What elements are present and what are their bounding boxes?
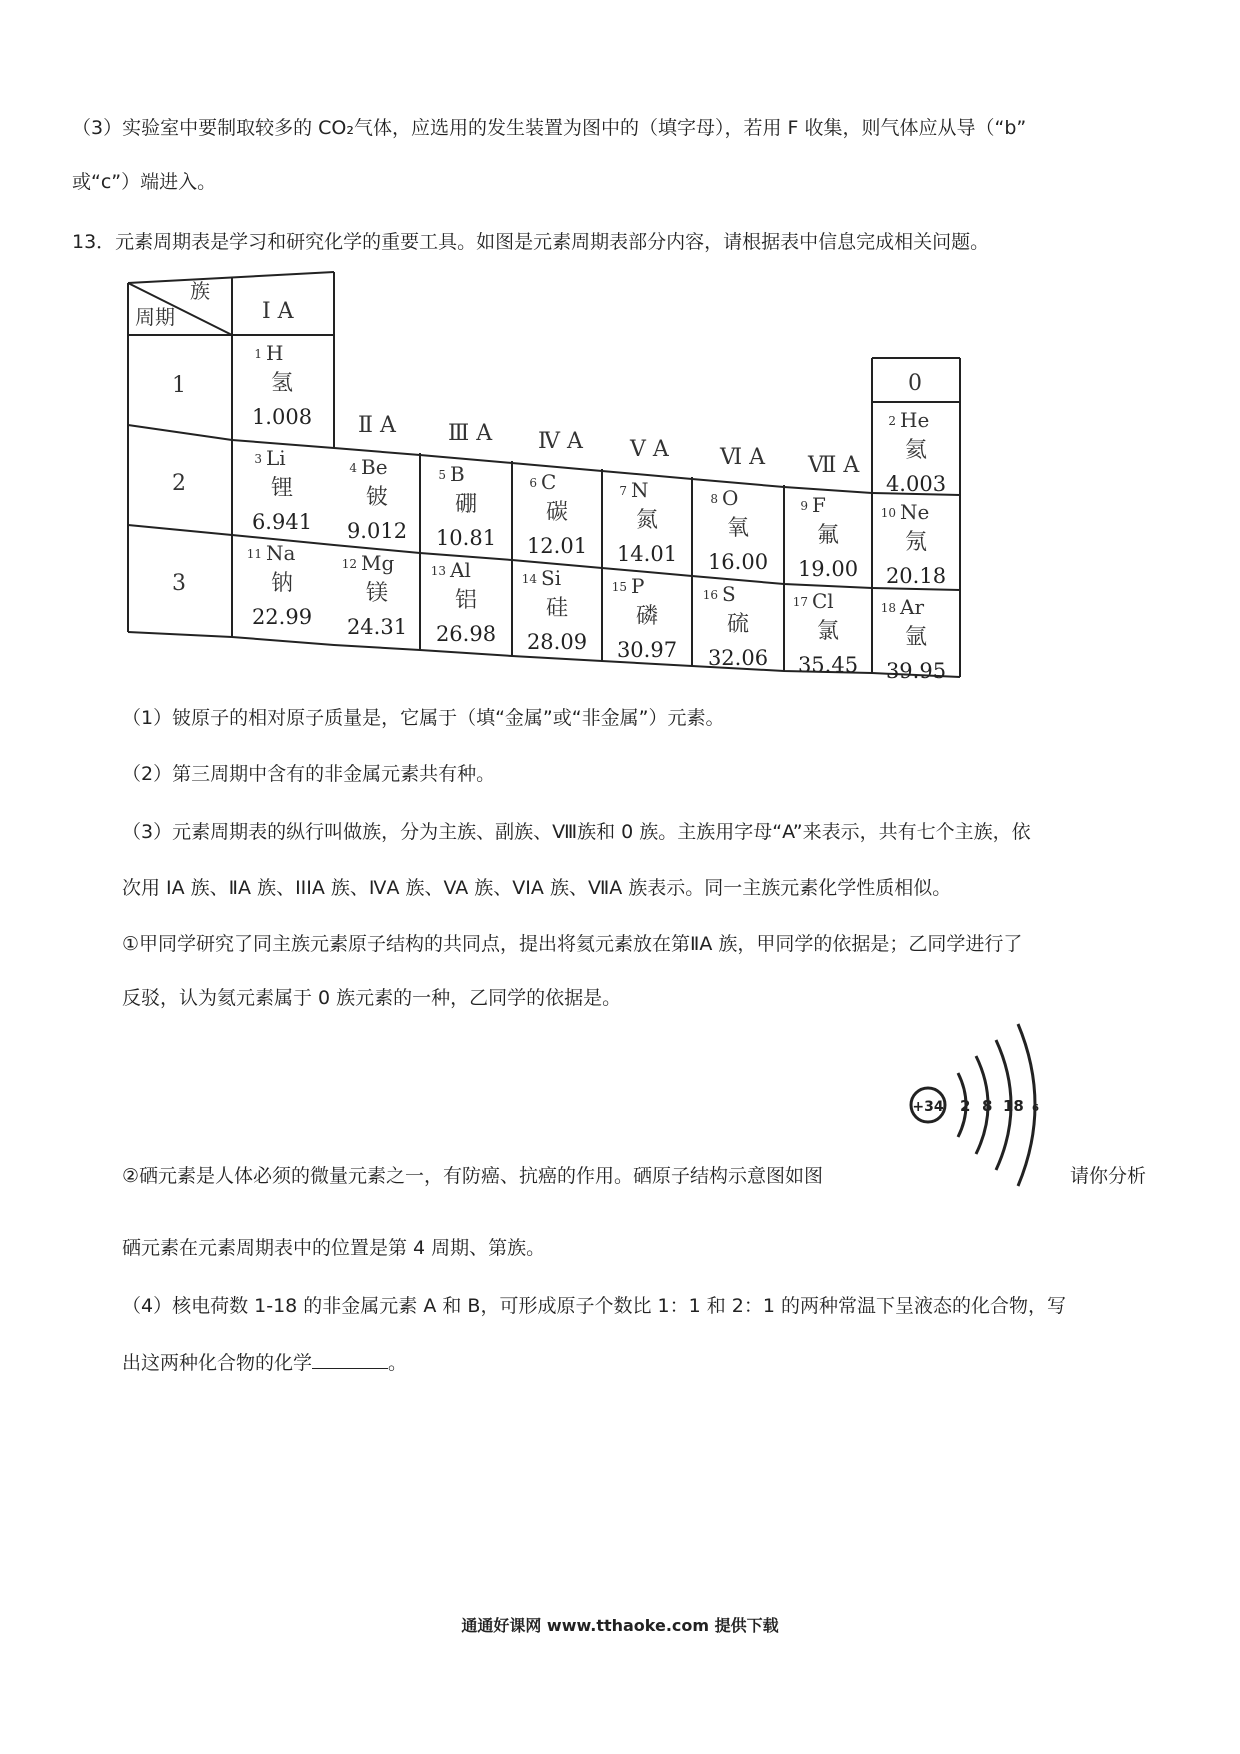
atomic-number: 2 bbox=[888, 414, 896, 428]
shell-2-electrons: 8 bbox=[982, 1097, 993, 1115]
question-13-part-3a-line2: 反驳，认为氦元素属于 0 族元素的一种，乙同学的依据是。 bbox=[122, 987, 622, 1009]
element-cell bbox=[703, 582, 768, 670]
atomic-number: 4 bbox=[349, 461, 357, 475]
element-chinese-name: 硫 bbox=[726, 612, 750, 637]
question-13-part-3b-tail: 请你分析 bbox=[1070, 1165, 1147, 1187]
question-13-part-3a-line1: ①甲同学研究了同主族元素原子结构的共同点，提出将氦元素放在第ⅡA 族，甲同学的依据是；乙同学进行了 bbox=[122, 933, 1023, 955]
part-4-line2-end: 。 bbox=[388, 1352, 408, 1374]
atomic-mass: 6.941 bbox=[251, 510, 313, 534]
element-chinese-name: 磷 bbox=[635, 604, 659, 629]
element-symbol: Si bbox=[541, 566, 562, 590]
element-symbol: S bbox=[722, 582, 736, 606]
element-symbol: Cl bbox=[812, 589, 834, 613]
group-4a-label: Ⅳ A bbox=[538, 429, 583, 454]
element-chinese-name: 氟 bbox=[816, 523, 840, 548]
atomic-mass: 39.95 bbox=[885, 659, 947, 683]
question-13-part-3b-line2: 硒元素在元素周期表中的位置是第 4 周期、第族。 bbox=[122, 1237, 546, 1259]
element-cell bbox=[798, 493, 858, 581]
element-cell bbox=[522, 566, 587, 654]
atomic-mass: 10.81 bbox=[435, 526, 497, 550]
atomic-mass: 1.008 bbox=[251, 405, 313, 429]
element-chinese-name: 氧 bbox=[726, 516, 750, 541]
period-2-label: 2 bbox=[172, 471, 186, 496]
element-cell bbox=[527, 470, 587, 558]
atomic-number: 7 bbox=[619, 484, 627, 498]
element-symbol: Ar bbox=[900, 595, 925, 619]
atomic-mass: 20.18 bbox=[885, 564, 947, 588]
atomic-mass: 26.98 bbox=[435, 622, 497, 646]
element-symbol: P bbox=[631, 574, 645, 598]
element-symbol: He bbox=[900, 408, 930, 432]
header-group-label: 族 bbox=[190, 279, 210, 303]
footer-credit: 通通好课网 www.tthaoke.com 提供下载 bbox=[461, 1616, 779, 1635]
element-cell bbox=[881, 500, 946, 588]
element-cell bbox=[247, 541, 312, 629]
element-chinese-name: 硼 bbox=[454, 492, 478, 517]
element-cell bbox=[881, 595, 946, 683]
group-6a-label: Ⅵ A bbox=[720, 445, 766, 470]
element-chinese-name: 钠 bbox=[270, 571, 294, 596]
group-5a-label: Ⅴ A bbox=[630, 437, 669, 462]
element-cell bbox=[612, 574, 677, 662]
shell-4-electrons: 6 bbox=[1032, 1103, 1039, 1114]
group-2a-label: Ⅱ A bbox=[358, 413, 396, 438]
atomic-number: 13 bbox=[430, 564, 446, 578]
element-symbol: O bbox=[722, 486, 739, 510]
atomic-mass: 32.06 bbox=[707, 646, 769, 670]
group-0-label: 0 bbox=[908, 371, 922, 396]
period-3-label: 3 bbox=[172, 571, 186, 596]
question-13-part-3-line1: （3）元素周期表的纵行叫做族，分为主族、副族、Ⅷ族和 0 族。主族用字母“A”来表示，共有七个主族，依 bbox=[122, 821, 1031, 843]
element-chinese-name: 氖 bbox=[904, 530, 928, 555]
question-13-part-2: （2）第三周期中含有的非金属元素共有种。 bbox=[122, 763, 496, 785]
atomic-number: 16 bbox=[702, 588, 718, 602]
question-13-part-3b-line1: ②硒元素是人体必须的微量元素之一，有防癌、抗癌的作用。硒原子结构示意图如图 bbox=[122, 1165, 824, 1187]
question-13-part-3-line2: 次用 IA 族、ⅡA 族、IIIA 族、ⅣA 族、VA 族、VIA 族、ⅦA 族表示。同一主族元素化学性质相似。 bbox=[122, 877, 952, 899]
question-13-part-4-line1: （4）核电荷数 1-18 的非金属元素 A 和 B，可形成原子个数比 1：1 和 2：1 的两种常温下呈液态的化合物，写 bbox=[122, 1295, 1066, 1317]
q3-text-line2: 或“c”）端进入。 bbox=[72, 171, 217, 193]
atomic-mass: 14.01 bbox=[616, 542, 678, 566]
header-period-label: 周期 bbox=[135, 305, 175, 329]
element-cell bbox=[617, 478, 677, 566]
element-cell bbox=[793, 589, 858, 677]
element-cell bbox=[342, 551, 407, 639]
element-symbol: N bbox=[631, 478, 649, 502]
element-symbol: Li bbox=[266, 446, 286, 470]
element-cell bbox=[708, 486, 768, 574]
element-symbol: Na bbox=[266, 541, 296, 565]
atomic-mass: 4.003 bbox=[885, 472, 947, 496]
element-chinese-name: 铍 bbox=[365, 485, 389, 510]
atomic-number: 15 bbox=[611, 580, 627, 594]
element-symbol: Al bbox=[450, 558, 471, 582]
element-chinese-name: 氦 bbox=[904, 438, 928, 463]
element-symbol: B bbox=[450, 462, 465, 486]
element-symbol: C bbox=[541, 470, 557, 494]
atomic-mass: 19.00 bbox=[797, 557, 859, 581]
atomic-mass: 12.01 bbox=[526, 534, 588, 558]
atomic-number: 5 bbox=[438, 468, 446, 482]
group-7a-label: Ⅶ A bbox=[808, 453, 860, 478]
element-symbol: Mg bbox=[361, 551, 395, 575]
atomic-number: 3 bbox=[254, 452, 262, 466]
element-symbol: Be bbox=[361, 455, 388, 479]
atomic-mass: 24.31 bbox=[346, 615, 408, 639]
atomic-number: 10 bbox=[880, 506, 896, 520]
element-chinese-name: 氮 bbox=[635, 508, 659, 533]
element-chinese-name: 氢 bbox=[270, 371, 294, 396]
atomic-number: 9 bbox=[800, 499, 808, 513]
question-13-title: 13．元素周期表是学习和研究化学的重要工具。如图是元素周期表部分内容，请根据表中信息完成相关问题。 bbox=[72, 231, 990, 253]
atomic-number: 14 bbox=[521, 572, 537, 586]
element-symbol: H bbox=[266, 341, 284, 365]
element-cell bbox=[252, 341, 312, 429]
element-cell bbox=[347, 455, 407, 543]
nucleus-charge: +34 bbox=[912, 1099, 944, 1115]
answer-blank bbox=[312, 1348, 388, 1369]
question-13-part-4-line2 bbox=[122, 1348, 407, 1377]
atomic-number: 11 bbox=[246, 547, 262, 561]
element-chinese-name: 氯 bbox=[816, 619, 840, 644]
question-13-part-1: （1）铍原子的相对原子质量是，它属于（填“金属”或“非金属”）元素。 bbox=[122, 707, 725, 729]
selenium-atom-diagram bbox=[908, 1018, 1068, 1208]
atomic-number: 17 bbox=[792, 595, 808, 609]
atomic-number: 1 bbox=[254, 347, 262, 361]
element-cell bbox=[886, 408, 946, 496]
element-symbol: F bbox=[812, 493, 826, 517]
atomic-mass: 28.09 bbox=[526, 630, 588, 654]
element-chinese-name: 氩 bbox=[904, 625, 928, 650]
element-symbol: Ne bbox=[900, 500, 930, 524]
element-chinese-name: 硅 bbox=[545, 596, 569, 621]
element-chinese-name: 镁 bbox=[365, 581, 389, 606]
atomic-number: 6 bbox=[529, 476, 537, 490]
atomic-number: 12 bbox=[341, 557, 357, 571]
atomic-number: 8 bbox=[710, 492, 718, 506]
group-1a-label: Ⅰ A bbox=[262, 299, 294, 324]
atomic-mass: 22.99 bbox=[251, 605, 313, 629]
element-chinese-name: 碳 bbox=[545, 500, 569, 525]
element-chinese-name: 锂 bbox=[270, 476, 294, 501]
atomic-mass: 30.97 bbox=[616, 638, 678, 662]
period-1-label: 1 bbox=[172, 373, 186, 398]
periodic-table bbox=[0, 0, 1240, 700]
atomic-number: 18 bbox=[880, 601, 896, 615]
atomic-mass: 16.00 bbox=[707, 550, 769, 574]
element-cell bbox=[436, 462, 496, 550]
atomic-mass: 35.45 bbox=[797, 653, 859, 677]
element-cell bbox=[252, 446, 312, 534]
atomic-mass: 9.012 bbox=[346, 519, 408, 543]
element-cell bbox=[431, 558, 496, 646]
shell-1-electrons: 2 bbox=[960, 1097, 971, 1115]
group-3a-label: Ⅲ A bbox=[448, 421, 493, 446]
part-4-line2-text: 出这两种化合物的化学 bbox=[122, 1352, 313, 1374]
q3-text-line1: （3）实验室中要制取较多的 CO₂气体，应选用的发生装置为图中的（填字母），若用 F 收集，则气体应从导（“b” bbox=[72, 117, 1027, 139]
element-chinese-name: 铝 bbox=[454, 588, 478, 613]
shell-3-electrons: 18 bbox=[1003, 1097, 1024, 1115]
